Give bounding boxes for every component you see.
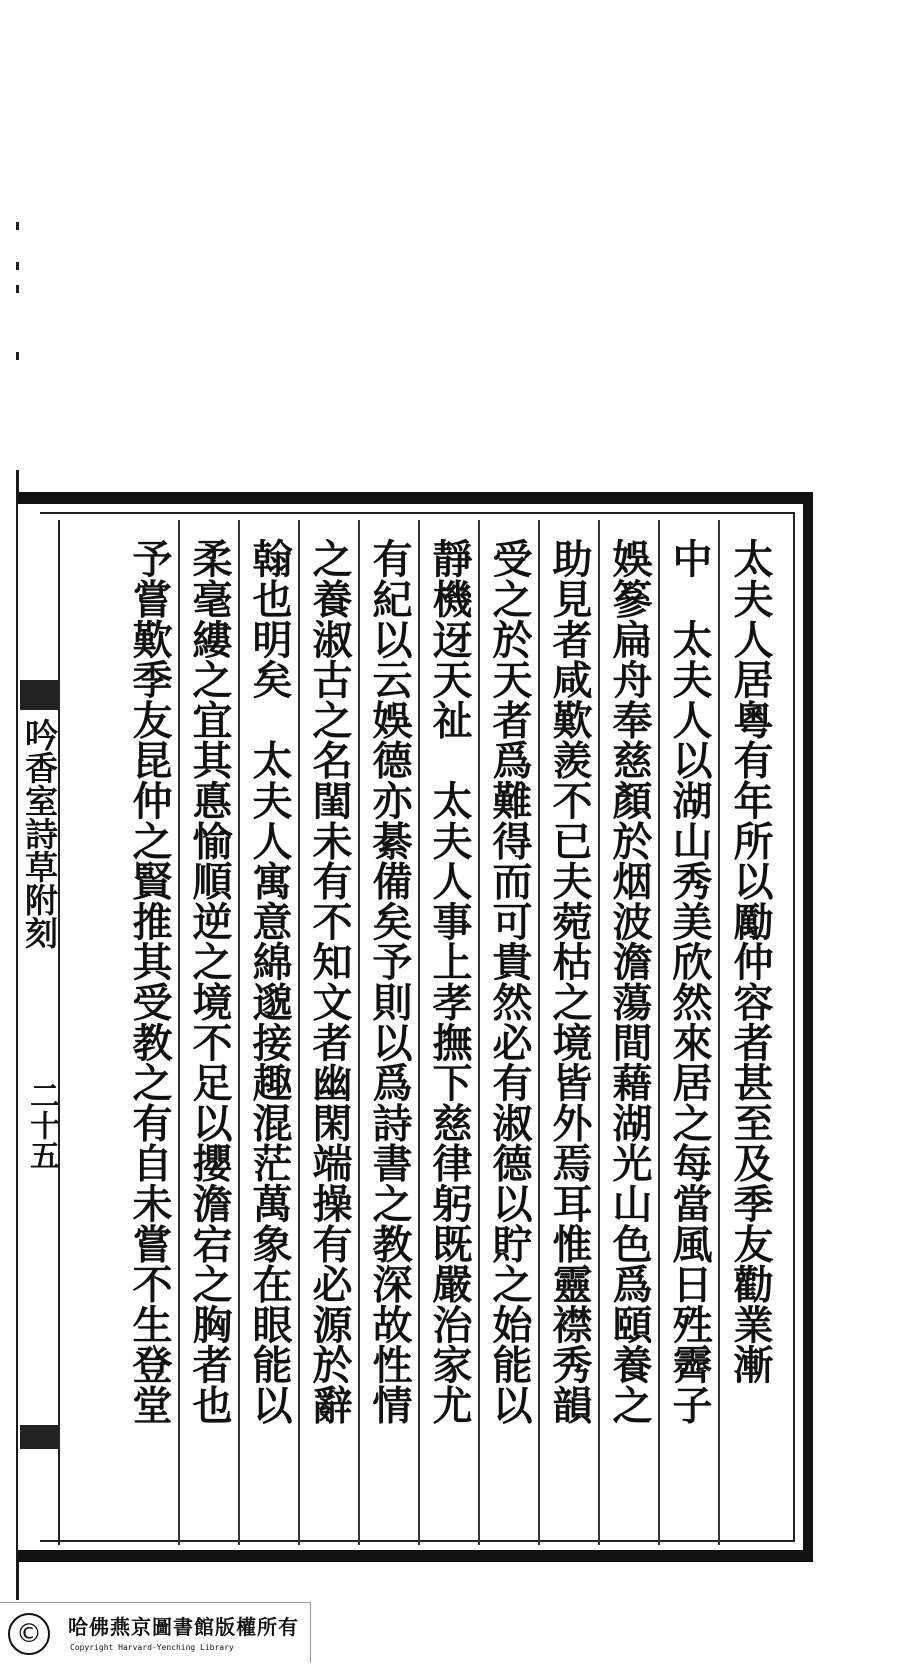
text-column: 之養淑古之名閨未有不知文者幽閑端操有必源於辭: [300, 520, 360, 1545]
margin-tick: [16, 352, 19, 360]
copyright-english: Copyright Harvard-Yenching Library: [70, 1643, 234, 1652]
fishtail-mark-lower: [20, 1425, 58, 1449]
text-column: 娛篸扁舟奉慈顏於烟波澹蕩間藉湖光山色爲頤養之: [600, 520, 660, 1545]
text-column: 助見者咸歎羨不已夫菀枯之境皆外焉耳惟靈襟秀韻: [540, 520, 600, 1545]
text-column: 有紀以云娛德亦綦備矣予則以爲詩書之教深故性情: [360, 520, 420, 1545]
text-column: 受之於天者爲難得而可貴然必有淑德以貯之始能以: [480, 520, 540, 1545]
margin-tick: [16, 222, 19, 230]
text-column: 中 太夫人以湖山秀美欣然來居之每當風日殅霽子: [660, 520, 720, 1545]
text-column: 靜機迓天祉 太夫人事上孝撫下慈律躬既嚴治家尤: [420, 520, 480, 1545]
margin-tick: [16, 285, 19, 293]
spine-page-number: 二十五: [24, 1080, 59, 1170]
copyright-chinese: 哈佛燕京圖書館版權所有: [68, 1615, 299, 1639]
copyright-stamp: [0, 1602, 311, 1663]
copyright-icon: ©: [8, 1613, 50, 1655]
spine-title: 吟香室詩草附刻: [20, 718, 59, 949]
text-column: 予嘗歎季友昆仲之賢推其受教之有自未嘗不生登堂: [120, 520, 180, 1545]
text-column: 翰也明矣 太夫人寓意綿邈接趣混茫萬象在眼能以: [240, 520, 300, 1545]
text-columns: [60, 520, 780, 1545]
book-spine-center: [20, 520, 60, 1545]
fishtail-mark: [20, 680, 58, 710]
text-column: 太夫人居粵有年所以勵仲容者甚至及季友勸業漸: [727, 538, 774, 1385]
margin-tick: [16, 262, 19, 270]
text-column: 柔毫縷之宜其悳愉順逆之境不足以攖澹宕之胸者也: [180, 520, 240, 1545]
